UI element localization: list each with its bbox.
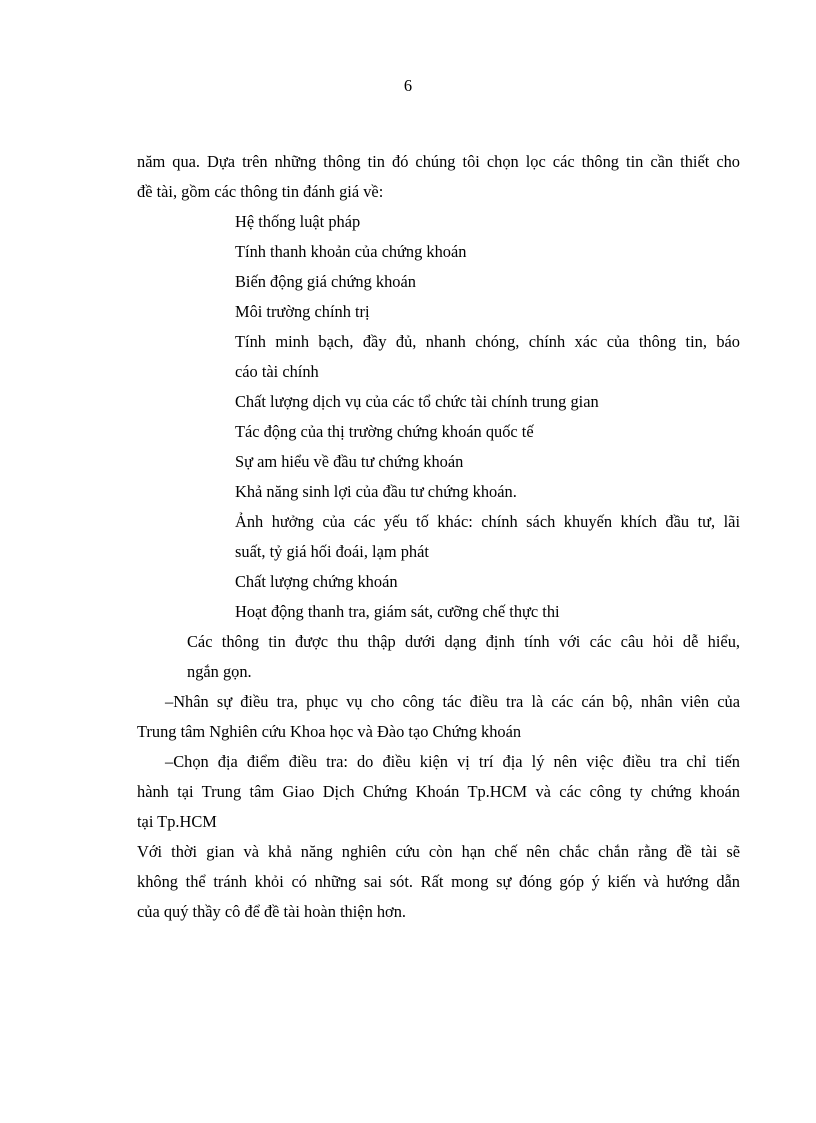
location-line: tại Tp.HCM — [137, 812, 217, 831]
location-line: hành tại Trung tâm Giao Dịch Chứng Khoán Tp.HCM và các công ty chứng khoán — [137, 782, 740, 801]
collection-line: ngắn gọn. — [187, 662, 252, 681]
collection-note — [137, 627, 740, 687]
list-item: cáo tài chính — [235, 362, 319, 381]
list-item: Sự am hiểu về đầu tư chứng khoán — [235, 452, 464, 471]
location-paragraph — [137, 747, 740, 837]
closing-line: không thể tránh khỏi có những sai sót. Rất mong sự đóng góp ý kiến và hướng dẫn — [137, 872, 740, 891]
page-number: 6 — [403, 76, 413, 95]
list-item: Hoạt động thanh tra, giám sát, cưỡng chế thực thi — [235, 602, 560, 621]
list-item: Môi trường chính trị — [235, 302, 370, 321]
intro-line: năm qua. Dựa trên những thông tin đó chúng tôi chọn lọc các thông tin cần thiết cho — [137, 152, 740, 171]
closing-line: Với thời gian và khả năng nghiên cứu còn hạn chế nên chắc chắn rằng đề tài sẽ — [137, 842, 740, 861]
list-item: Hệ thống luật pháp — [235, 212, 361, 231]
list-item: Khả năng sinh lợi của đầu tư chứng khoán. — [235, 482, 517, 501]
list-item: Ảnh hưởng của các yếu tố khác: chính sách khuyến khích đầu tư, lãi — [235, 512, 740, 531]
intro-line: đề tài, gồm các thông tin đánh giá về: — [137, 182, 384, 201]
list-item: suất, tỷ giá hối đoái, lạm phát — [235, 542, 429, 561]
personnel-paragraph — [137, 687, 740, 747]
personnel-line: –Nhân sự điều tra, phục vụ cho công tác điều tra là các cán bộ, nhân viên của — [165, 692, 740, 711]
intro-paragraph — [137, 147, 740, 207]
personnel-line: Trung tâm Nghiên cứu Khoa học và Đào tạo Chứng khoán — [137, 722, 522, 741]
criteria-list — [137, 207, 740, 627]
list-item: Biến động giá chứng khoán — [235, 272, 416, 291]
list-item: Chất lượng dịch vụ của các tổ chức tài chính trung gian — [235, 392, 599, 411]
closing-line: của quý thầy cô để đề tài hoàn thiện hơn. — [137, 902, 407, 921]
list-item: Tác động của thị trường chứng khoán quốc tế — [235, 422, 534, 441]
collection-line: Các thông tin được thu thập dưới dạng định tính với các câu hỏi dễ hiểu, — [187, 632, 740, 651]
list-item: Chất lượng chứng khoán — [235, 572, 398, 591]
closing-paragraph — [137, 837, 740, 927]
list-item: Tính minh bạch, đầy đủ, nhanh chóng, chính xác của thông tin, báo — [235, 332, 740, 351]
location-line: –Chọn địa điểm điều tra: do điều kiện vị trí địa lý nên việc điều tra chỉ tiến — [165, 752, 740, 771]
list-item: Tính thanh khoản của chứng khoán — [235, 242, 467, 261]
